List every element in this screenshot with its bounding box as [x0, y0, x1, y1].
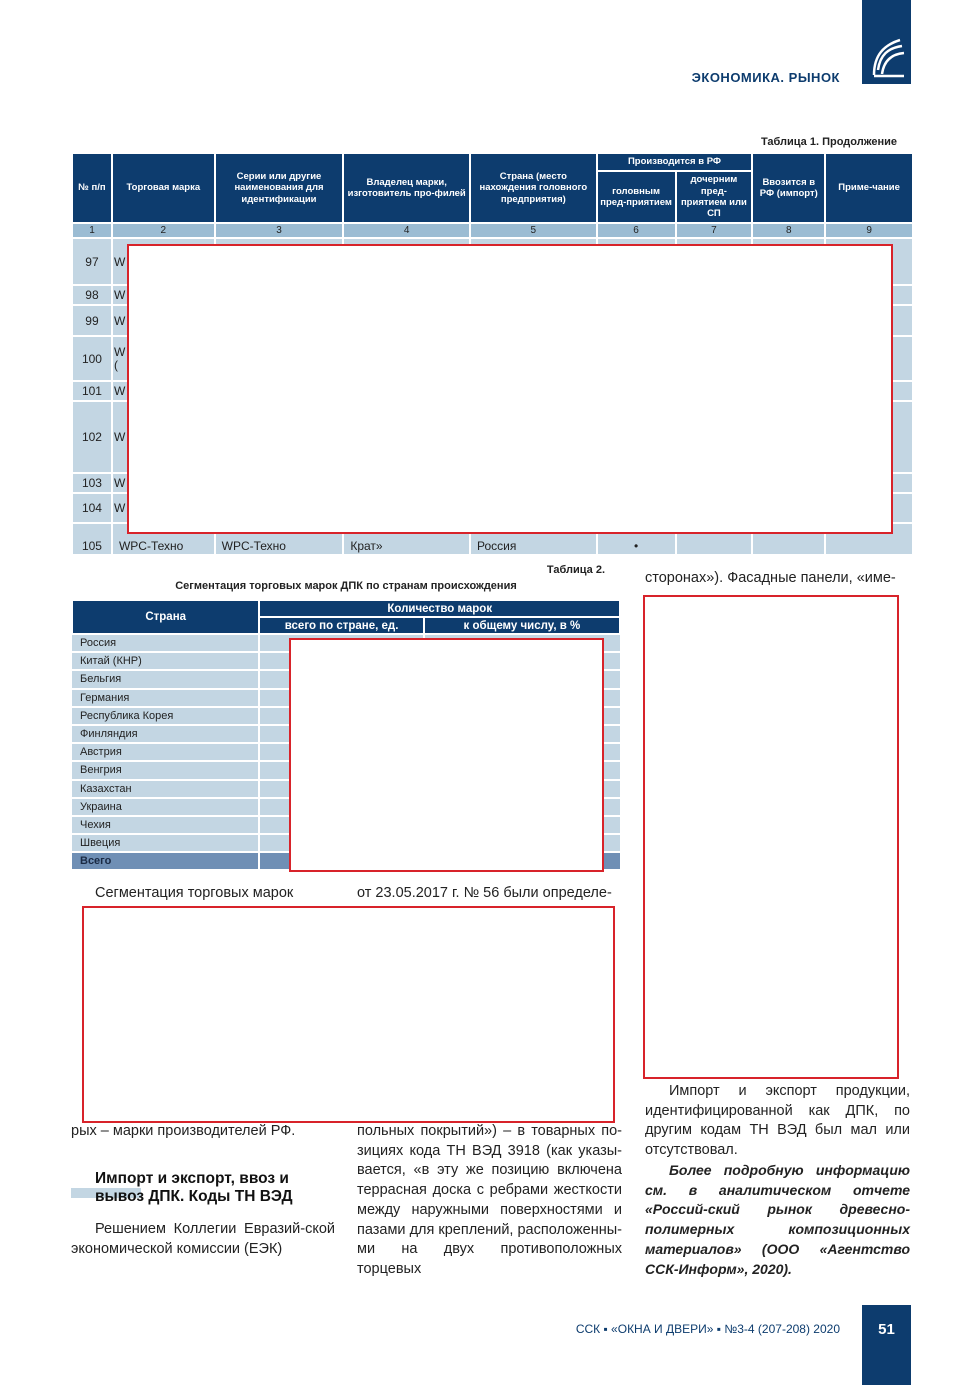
- country-name: Финляндия: [72, 725, 259, 743]
- cell-no-wrap: [72, 305, 112, 336]
- col1-bottom-text: рых – марки производителей РФ.: [71, 1123, 296, 1139]
- redaction-box: [127, 244, 893, 534]
- country-name: Россия: [72, 634, 259, 652]
- col-country: Страна (место нахождения головного предприятия): [470, 153, 597, 223]
- country-name: Казахстан: [72, 780, 259, 798]
- cell-no-wrap: [72, 473, 112, 493]
- col-subsidiary: дочерним пред-приятием или СП: [676, 171, 753, 223]
- cell-no: 101: [81, 384, 102, 398]
- col-number: 2: [112, 223, 215, 238]
- section-heading: Импорт и экспорт, ввоз и вывоз ДПК. Коды ТН ВЭД: [95, 1170, 293, 1205]
- country-name: Украина: [72, 798, 259, 816]
- page-number: 51: [862, 1305, 911, 1385]
- country-name: Швеция: [72, 834, 259, 852]
- cell-no-wrap: [72, 381, 112, 401]
- col-no: № п/п: [72, 153, 112, 223]
- cell-no-wrap: [72, 285, 112, 305]
- col3-top-text: сторонах»). Фасадные панели, «име-: [645, 570, 896, 586]
- col-share: к общему числу, в %: [424, 617, 620, 634]
- cell-owner: Крат»: [350, 539, 383, 553]
- cell-brand: W (: [113, 344, 126, 372]
- cell-brand: W: [113, 313, 126, 328]
- cell-no-wrap: [72, 401, 112, 473]
- cell-no: 105: [81, 539, 102, 553]
- col-series: Серии или другие наименования для идентификации: [215, 153, 344, 223]
- col-number: 6: [597, 223, 676, 238]
- cell-no-wrap: [72, 238, 112, 285]
- report-reference: Более подробную информацию см. в аналитическом отчете «Россий-ский рынок древесно-полимерных композиционных материалов» (ООО «Агентство ССК-Информ», 2020).: [645, 1162, 910, 1277]
- section-title: ЭКОНОМИКА. РЫНОК: [691, 70, 840, 85]
- cell-brand: W: [113, 288, 126, 302]
- col1-top-text: Сегментация торговых марок: [95, 885, 294, 901]
- country-name: Республика Корея: [72, 707, 259, 725]
- country-name: Чехия: [72, 816, 259, 834]
- table2-title: Таблица 2.: [546, 564, 605, 576]
- cell-head: •: [633, 539, 639, 553]
- col-total: всего по стране, ед.: [259, 617, 423, 634]
- col-produced: Производится в РФ: [597, 153, 753, 171]
- cell-brand: W: [113, 476, 126, 490]
- cell-no: 98: [85, 288, 99, 302]
- col-number: 5: [470, 223, 597, 238]
- cell-brand: WPC-Техно: [118, 539, 184, 553]
- redaction-box: [289, 638, 604, 872]
- logo-icon: [862, 0, 911, 84]
- cell-no: 103: [81, 476, 102, 490]
- cell-no: 100: [81, 351, 102, 366]
- col-number: 1: [72, 223, 112, 238]
- country-name: Германия: [72, 689, 259, 707]
- cell-brand: W: [113, 501, 126, 515]
- cell-no-wrap: [72, 336, 112, 381]
- col-owner: Владелец марки, изготовитель про-филей: [343, 153, 470, 223]
- redaction-box: [82, 906, 615, 1123]
- col-note: Приме-чание: [825, 153, 913, 223]
- col-number: 8: [752, 223, 825, 238]
- col-import: Ввозится в РФ (импорт): [752, 153, 825, 223]
- cell-no: 97: [85, 254, 99, 269]
- country-name: Бельгия: [72, 670, 259, 688]
- cell-no: 99: [85, 313, 99, 328]
- country-name: Венгрия: [72, 761, 259, 779]
- col2-top-text: от 23.05.2017 г. № 56 были определе-: [357, 885, 612, 901]
- magazine-logo: [862, 0, 911, 84]
- cell-no-wrap: [72, 493, 112, 523]
- col-brand: Торговая марка: [112, 153, 215, 223]
- col-number: 4: [343, 223, 470, 238]
- cell-series: WPC-Техно: [221, 539, 286, 553]
- country-name: Австрия: [72, 743, 259, 761]
- journal-footer: ССК ▪ «ОКНА И ДВЕРИ» ▪ №3-4 (207-208) 2020: [575, 1322, 840, 1336]
- col2-bottom-text: польных покрытий») – в товарных по-зициях кода ТН ВЭД 3918 (как указы-вается, «в эту же позицию включена террасная доска с ребрами жесткости между наружными поверхностями и пазами для креплений, расположенны-ми на двух противоположных торцевых: [357, 1123, 623, 1277]
- col-number: 7: [676, 223, 753, 238]
- cell-brand: W: [113, 254, 126, 269]
- col-number: 9: [825, 223, 913, 238]
- col1-paragraph: Решением Коллегии Евразий-ской экономической комиссии (ЕЭК): [71, 1221, 335, 1257]
- table2-caption: Сегментация торговых марок ДПК по странам происхождения: [175, 580, 517, 592]
- country-name: Китай (КНР): [72, 652, 259, 670]
- cell-no: 104: [81, 501, 102, 515]
- col-head: головным пред-приятием: [597, 171, 676, 223]
- cell-no: 102: [81, 430, 102, 444]
- col-country: Страна: [72, 600, 259, 634]
- cell-country: Россия: [477, 539, 517, 553]
- total-label: Всего: [72, 852, 259, 870]
- col3-paragraph: Импорт и экспорт продукции, идентифицированной как ДПК, по другим кодам ТН ВЭД был мал или отсутствовал.: [645, 1083, 910, 1159]
- table1-caption: Таблица 1. Продолжение: [760, 136, 897, 148]
- col-count: Количество марок: [259, 600, 620, 617]
- cell-brand: W: [113, 430, 126, 444]
- cell-brand: W: [113, 384, 126, 398]
- redaction-box: [643, 595, 899, 1079]
- col-number: 3: [215, 223, 344, 238]
- cell-no-wrap: [72, 523, 112, 555]
